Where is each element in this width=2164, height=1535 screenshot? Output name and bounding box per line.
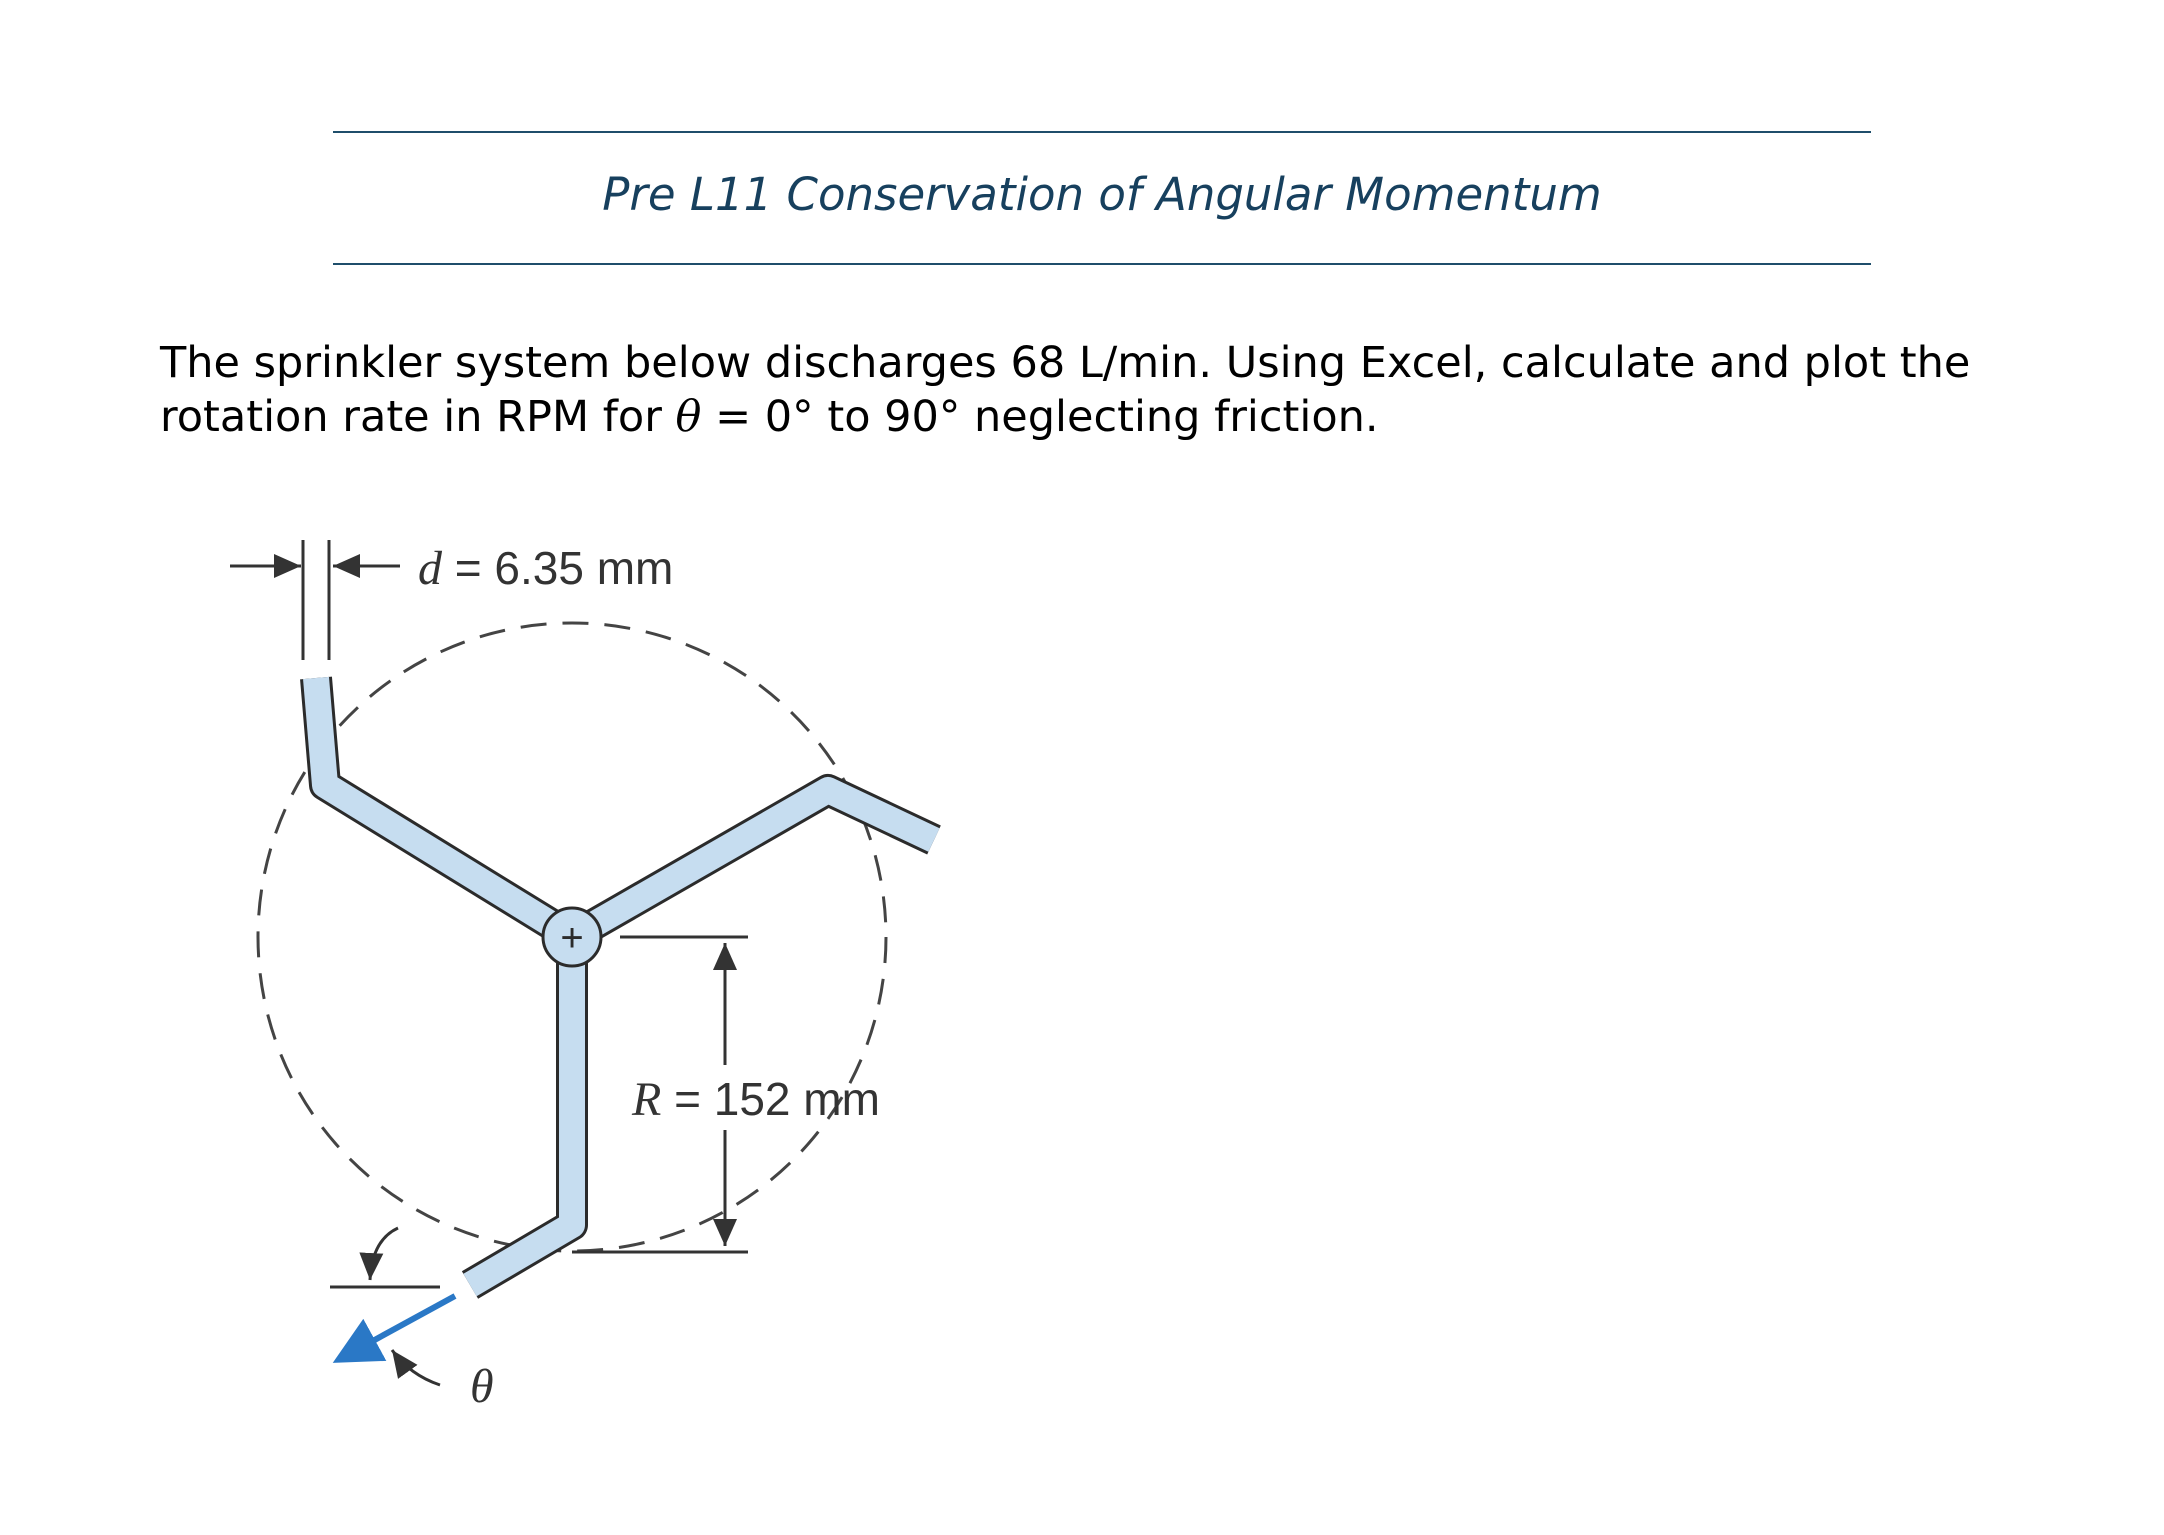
problem-line-1: The sprinkler system below discharges 68 L/min. Using Excel, calculate and plot the [160, 338, 1971, 388]
problem-line-2-suffix: = 0° to 90° neglecting friction. [701, 392, 1379, 442]
theta-symbol: θ [675, 392, 702, 442]
diameter-var: d [418, 542, 442, 595]
page-title: Pre L11 Conservation of Angular Momentum [602, 168, 1602, 221]
hub-plus-icon: + [560, 916, 584, 960]
angle-arc-upper [370, 1228, 398, 1280]
diameter-value: = 6.35 mm [442, 542, 674, 594]
radius-var: R [632, 1073, 662, 1126]
radius-value: = 152 mm [661, 1073, 880, 1125]
arm-upper-right [572, 790, 934, 937]
angle-theta-label: θ [470, 1360, 494, 1413]
radius-label [631, 1073, 880, 1126]
angle-indicator [330, 1228, 494, 1413]
water-jet-arrow [338, 1296, 455, 1360]
arm-upper-left [316, 678, 572, 937]
radius-dimension [572, 937, 880, 1252]
sprinkler-arms [316, 678, 934, 1285]
diameter-label [418, 542, 673, 595]
problem-line-2-prefix: rotation rate in RPM for [160, 392, 676, 442]
diameter-dimension [230, 540, 673, 660]
angle-arc-lower [392, 1350, 440, 1385]
